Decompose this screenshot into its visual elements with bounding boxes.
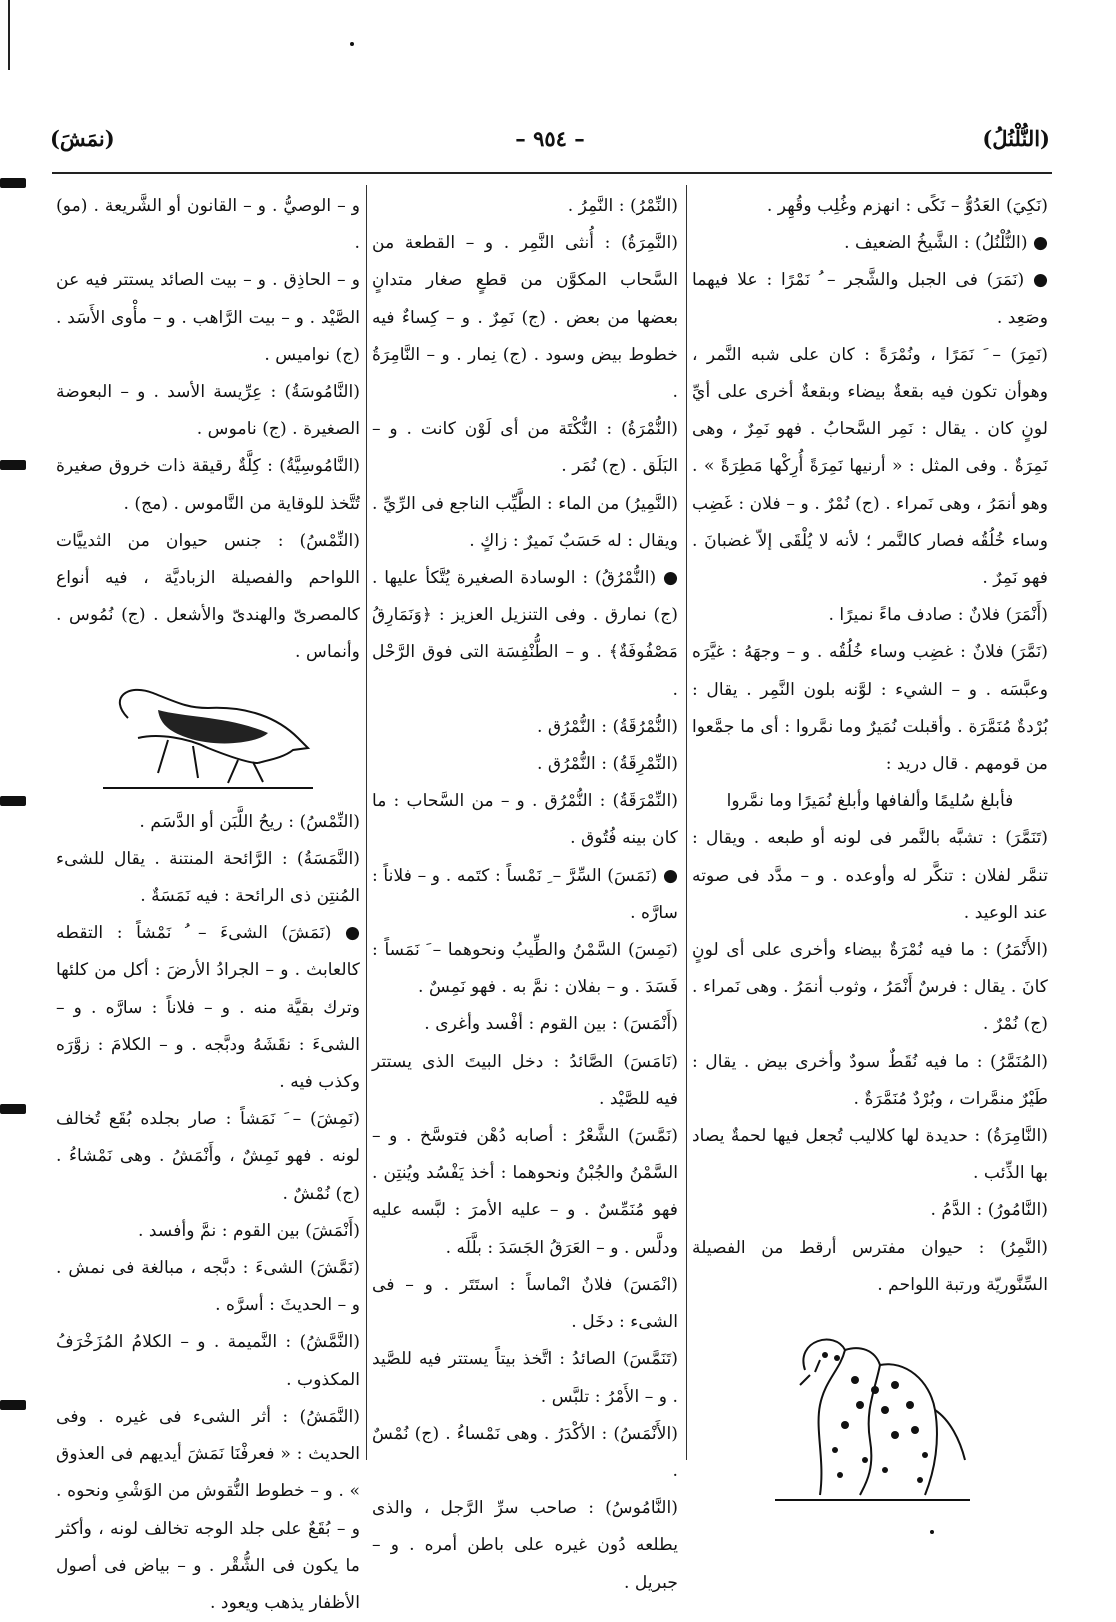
entry: (النَّمَشُ) : أثر الشىء فى غيره . وفى الحديث : « فعرفْنَا نَمَشَ أيديهم فى العذوق » . و – خطوط النُّقوش من الوَشْىِ ونحوه . و – بُقَعٌ على جلد الوجه تخالف لونه ، وأكثر ما يكون فى الشُّقْر . و – بياض فى أصول الأظفار يذهب ويعود . bbox=[56, 1406, 360, 1613]
entry: (النُّمْرُقَةُ) : النُّمْرُق . bbox=[536, 716, 678, 737]
entry: (النِّمْسُ) : ريحُ اللَّبَن أو الدَّسَم . bbox=[139, 811, 360, 832]
entry: (نَامَسَ) الصَّائدُ : دخل البيتَ الذى يستتر فيه للصَّيْد . bbox=[372, 1051, 678, 1109]
entry: (المُنَمَّرُ) : ما فيه نُقَطٌ سودٌ وأخرى بيض . يقال : طَيْرٌ منمَّرات ، وبُرْدٌ مُنَمَّرَةٌ . bbox=[692, 1051, 1048, 1109]
edge-mark bbox=[0, 178, 26, 188]
entry: (انْمَسَ) فلانٌ انْماساً : استَتَر . و – فى الشىء : دخَل . bbox=[372, 1274, 678, 1333]
speck bbox=[350, 42, 354, 46]
header-last-word: (نمَشَ) bbox=[50, 126, 115, 151]
entry: (نَكِيَ) العَدُوُّ – نَكًى : انهزم وغُلِب وقُهِر . bbox=[766, 196, 1048, 216]
entry: (أَنْمَشَ) بين القوم : نمَّ وأفسد . bbox=[137, 1220, 360, 1241]
column-left bbox=[56, 188, 360, 1613]
mongoose-illustration bbox=[98, 678, 318, 798]
entry: (النَّمِيرُ) من الماء : الطَّيِّب الناجع فى الرِّيِّ . ويقال : له حَسَبٌ نَميرٌ : زاكٍ . bbox=[372, 493, 678, 551]
verse: فأبلغ سُليمًا وألفافها وأبلغ نُمَيرًا وما نمَّروا bbox=[726, 791, 1014, 812]
entry: (تَنَمَّسَ) الصائدُ : اتَّخذ بيتاً يستتر فيه للصَّيد . و – الأَمْرُ : تلبَّس . bbox=[372, 1349, 678, 1407]
column-right bbox=[692, 188, 1048, 1488]
entry: ● (نَمَشَ) الشىءَ – ُ نَمْشاً : التقطه كالعابث . و – الجرادُ الأرضَ : أكل من كلئها وترك بقيَّة منه . و – فلاناً : سارَّه . و – الشىءَ : نقَشَهُ ودبَّجه . و – الكلامَ : زوَّرَه وكذب فيه . bbox=[56, 923, 360, 1093]
speck bbox=[930, 1530, 934, 1534]
entry: (نَمَّرَ) فلانٌ : غضِب وساء خُلُقُه . و – وجهَهُ : غيَّرَه وعبَّسَه . و – الشيء : لوَّنه بلون النَّمِر . يقال : بُرْدةٌ مُنَمَّرَة . وأقبلت نُمَيرٌ وما نمَّروا : أى ما جمَّعوا من قومهم . قال دريد : bbox=[692, 642, 1048, 775]
entry: (أَنْمَرَ) فلانٌ : صادف ماءً نميرًا . bbox=[828, 605, 1048, 626]
entry: (نَمِرَ) – َ نَمَرًا ، ونُمْرَةً : كان على شبه النَّمر ، وهوأن تكون فيه بقعةٌ بيضاء وبقعةٌ أخرى على أيِّ لونٍ كان . يقال : نَمِر السَّحابُ . فهو نَمِرٌ ، وهى نَمِرَةٌ . وفى المثل : « أرنيها نَمِرَةً أُرِكْها مَطِرَةً » . وهو أنمَرُ ، وهى نَمراء . (ج) نُمْرٌ . و – فلان : غَضِب وساء خُلُقُه فصار كالنَّمر ؛ لأنه لا يُلْقَى إلاّ غضبانَ . فهو نَمِرٌ . bbox=[692, 344, 1048, 589]
entry: (النَّمَسَةُ) : الرَّائحة المنتنة . يقال للشىء المُنتِن ذى الرائحة : فيه نَمَسَةٌ . bbox=[56, 848, 360, 907]
entry: (النَّامُوسِيَّةُ) : كِلَّةٌ رقيقة ذات خروق صغيرة تُتَّخذ للوقاية من النَّاموس . (مج) . bbox=[56, 456, 360, 514]
entry: ● (نَمَرَ) فى الجبل والشَّجر – ُ نَمْرًا : علا فيهما وصَعِد . bbox=[692, 270, 1048, 328]
entry: (النِّمْرَقَةُ) : النُّمْرُق . و – من السَّحاب : ما كان بينه فُتُوق . bbox=[372, 791, 678, 849]
entry: (الأَنْمَسُ) : الأكْدَرُ . وهى نَمْساءُ . (ج) نُمْسٌ . bbox=[372, 1423, 678, 1481]
entry: ● (نَمَسَ) السِّرَّ – ِ نَمْساً : كتَمه . و – فلاناً : سارَّه . bbox=[372, 865, 678, 923]
page-edge-line bbox=[8, 0, 10, 70]
entry: (النَّامُوسَةُ) : عِرِّيسة الأسد . و – البعوضة الصغيرة . (ج) ناموس . bbox=[56, 382, 360, 440]
entry: (نَمِشَ) – َ نَمَشاً : صار بجلده بُقَع تُخالف لونه . فهو نَمِشٌ ، وأَنْمَشُ . وهى نَمْشاءُ . (ج) نُمْشٌ . bbox=[56, 1109, 360, 1204]
page-header bbox=[50, 126, 1050, 166]
entry: (النَّامِرَةُ) : حديدة لها كلاليب تُجعل فيها لحمةٌ يصاد بها الذِّئب . bbox=[692, 1126, 1048, 1184]
entry: (نَمِسَ) السَّمْنُ والطِّيبُ ونحوهما – َ نَمَساً : فَسَدَ . و – بفلان : نمَّ به . فهو نَمِسٌ . bbox=[372, 940, 678, 998]
entry: ● (النُّلْنُلُ) : الشَّيخُ الضعيف . bbox=[844, 233, 1048, 254]
entry: (تَنَمَّرَ) : تشبَّه بالنَّمر فى لونه أو طبعه . ويقال : تنمَّر لفلان : تنكَّر له وأوعده . و – مدَّد فى صوته عند الوعيد . bbox=[692, 828, 1048, 923]
leopard-illustration bbox=[765, 1310, 975, 1510]
entry: (النَّمَّشُ) : النَّميمة . و – الكلامُ المُزَخْرَفُ المكذوب . bbox=[56, 1332, 360, 1390]
edge-mark bbox=[0, 1104, 26, 1114]
entry: (النَّامُوسُ) : صاحب سرِّ الرَّجل ، والذى يطلعه دُون غيره على باطن أمره . و – جبريل . bbox=[372, 1498, 678, 1593]
entry: (الأَنْمَرُ) : ما فيه نُمْرَةٌ بيضاء وأخرى على أى لونٍ كانَ . يقال : فرسٌ أَنْمَرُ ، وثوب أنمَرُ . وهى نَمراء . (ج) نُمْرٌ . bbox=[692, 940, 1048, 1035]
page-number: – ٩٥٤ – bbox=[515, 126, 585, 151]
header-first-word: (النُّلْنُلُ) bbox=[982, 126, 1050, 151]
entry: (النُّمْرَةُ) : النُّكْتَة من أى لَوْن كانت . و – البَلَق . (ج) نُمَر . bbox=[372, 419, 678, 477]
entry: (النِّمْسُ) : جنس حيوان من الثدييَّات اللواحم والفصيلة الزباديَّة ، فيه أنواع كالمصرىّ والهندىّ والأشعل . (ج) نُمُوس . وأنماس . bbox=[56, 530, 360, 663]
entry: (نَمَّسَ) الشَّعْرُ : أصابه دُهْن فتوسَّخ . و – السَّمْنُ والجُبْنُ ونحوهما : أخذ يَفْسُد ويُنتِن . فهو مُنَمِّسٌ . و – عليه الأمرَ : لبَّسه عليه ودلَّس . و – العَرَقُ الجَسَدَ : بلَّلَه . bbox=[372, 1126, 678, 1258]
entry: (النَّمِرُ) : حيوان مفترس أرقط من الفصيلة السِّنَّوريّة ورتبة اللواحم . bbox=[692, 1237, 1048, 1295]
entry: و – الوصيُّ . و – القانون أو الشَّريعة . (مو) . bbox=[56, 196, 360, 254]
entry: (النَّامُورُ) : الدَّمُ . bbox=[930, 1200, 1048, 1221]
entry: (أَنْمَسَ) : بين القوم : أفْسد وأغرى . bbox=[424, 1014, 678, 1035]
edge-mark bbox=[0, 796, 26, 806]
entry: (النِّمْرِقَةُ) : النُّمْرُق . bbox=[536, 754, 678, 775]
entry: و – الحاذِق . و – بيت الصائد يستتر فيه عن الصَّيْد . و – بيت الرَّاهب . و – مأْوى الأَسَد . (ج) نواميس . bbox=[56, 270, 360, 365]
entry: (النِّمْرُ) : النَّمِرُ . bbox=[567, 196, 678, 216]
entry: (النَّمِرَةُ) : أُنثى النَّمِر . و – القطعة من السَّحاب المكوَّن من قطعٍ صغار متدانٍ بعضها من بعض . (ج) نَمِرٌ . و – كِساءٌ فيه خطوط بيض وسود . (ج) نِمار . و – النَّامِرَةُ . bbox=[372, 233, 678, 403]
column-divider bbox=[686, 185, 687, 1460]
edge-mark bbox=[0, 460, 26, 470]
column-middle bbox=[372, 188, 678, 1593]
entry: (نَمَّشَ) الشىءَ : دبَّجه ، مبالغة فى نمش . و – الحديثَ : أسرَّه . bbox=[56, 1258, 360, 1316]
entry: ● (النُّمْرُقُ) : الوسادة الصغيرة يُتَّكأ عليها . (ج) نمارق . وفى التنزيل العزيز : ﴿وَنَمَارِقُ مَصْفُوفَةٌ﴾ . و – الطُّنْفِسَة التى فوق الرَّحْل . bbox=[372, 568, 678, 700]
edge-mark bbox=[0, 1400, 26, 1410]
header-rule bbox=[52, 172, 1052, 174]
column-divider bbox=[366, 185, 367, 1460]
